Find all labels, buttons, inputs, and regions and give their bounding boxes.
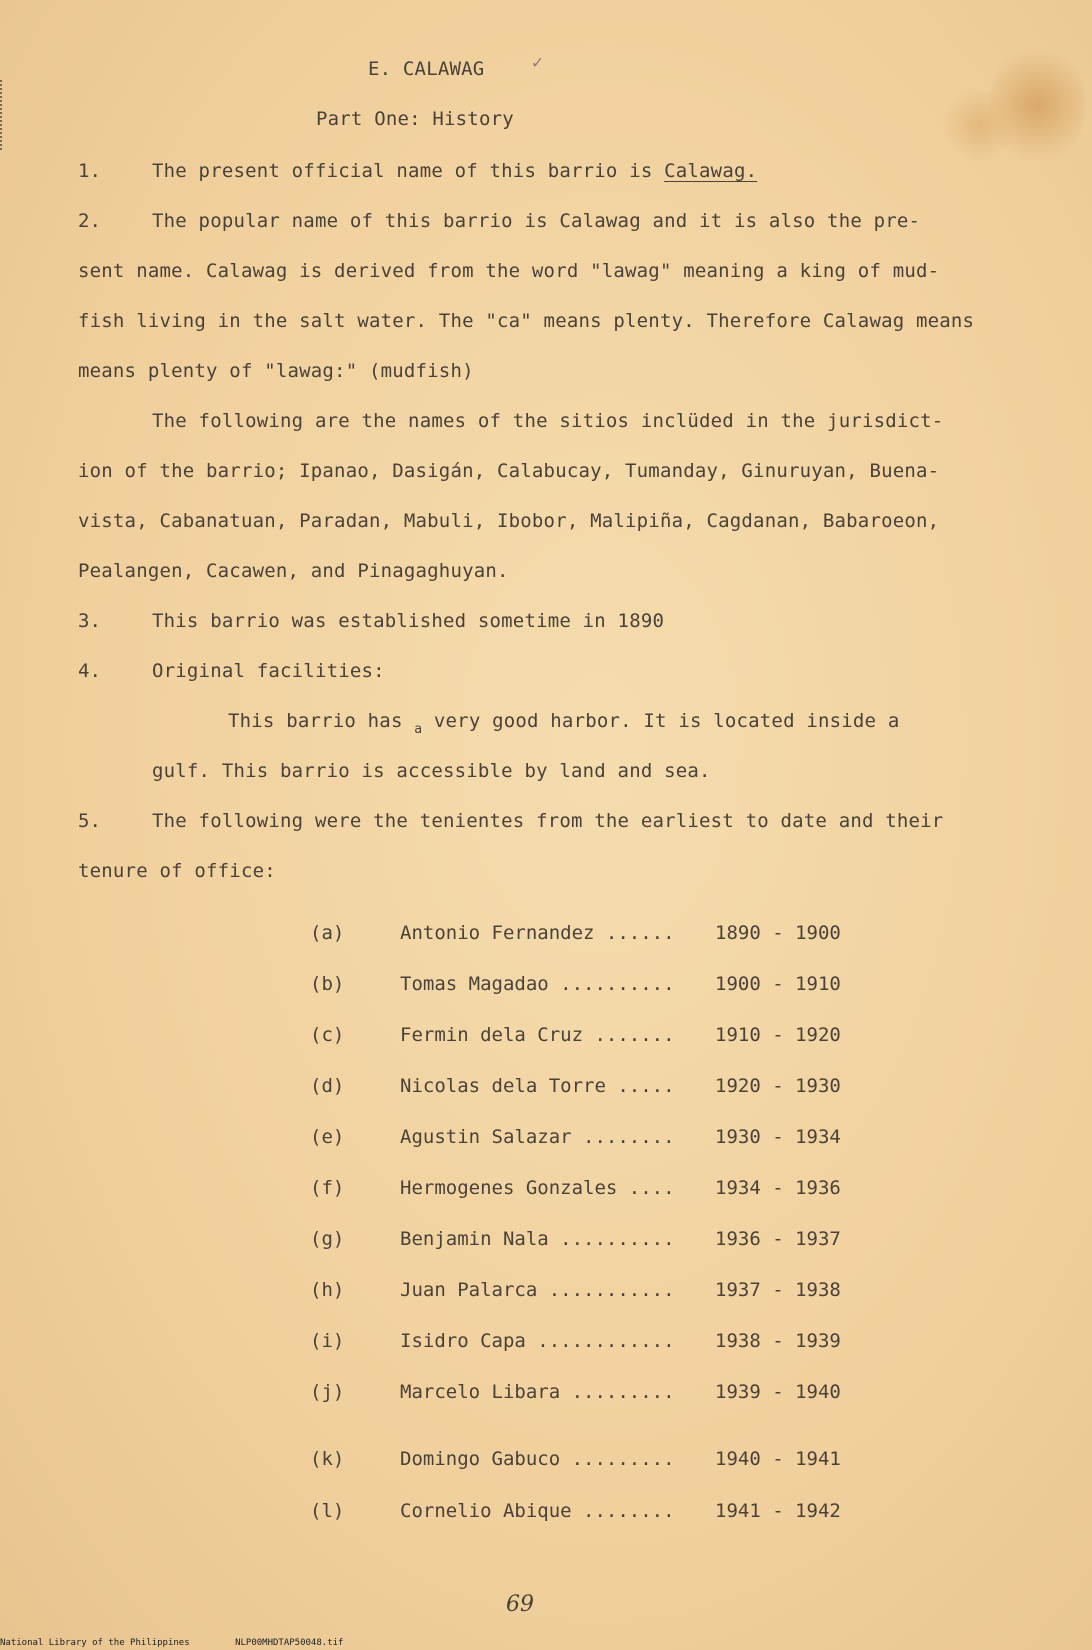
teniente-term: 1936 - 1937	[715, 1228, 841, 1250]
teniente-name: Cornelio Abique ........	[400, 1500, 675, 1522]
scan-footer	[0, 1638, 383, 1648]
paragraph-line	[228, 710, 900, 737]
paragraph-line: gulf. This barrio is accessible by land and sea.	[152, 760, 711, 782]
item-letter: (j)	[310, 1381, 345, 1403]
official-name-text: The present official name of this barrio is	[152, 160, 653, 182]
paragraph-line	[152, 160, 757, 182]
paragraph-line: The popular name of this barrio is Calawag and it is also the pre-	[152, 210, 921, 232]
facilities-text: This barrio has	[228, 710, 403, 732]
paragraph-line: The following were the tenientes from the earliest to date and their	[152, 810, 944, 832]
paragraph-line: The following are the names of the sitios inclüded in the jurisdict-	[152, 410, 944, 432]
item-number: 2.	[78, 210, 101, 232]
list-item	[310, 973, 841, 995]
teniente-term: 1934 - 1936	[715, 1177, 841, 1199]
list-item	[310, 922, 841, 944]
list-item	[310, 1228, 841, 1250]
margin-marks	[0, 80, 5, 150]
list-item	[310, 1126, 841, 1148]
barrio-name: Calawag.	[664, 160, 758, 182]
list-item	[310, 1330, 841, 1352]
item-letter: (c)	[310, 1024, 345, 1046]
item-number: 5.	[78, 810, 101, 832]
list-item	[310, 1024, 841, 1046]
teniente-term: 1890 - 1900	[715, 922, 841, 944]
teniente-name: Nicolas dela Torre .....	[400, 1075, 675, 1097]
list-item	[310, 1448, 841, 1470]
teniente-term: 1910 - 1920	[715, 1024, 841, 1046]
paragraph-line: means plenty of "lawag:" (mudfish)	[78, 360, 474, 382]
teniente-name: Juan Palarca ...........	[400, 1279, 675, 1301]
paragraph-line: fish living in the salt water. The "ca" means plenty. Therefore Calawag means	[78, 310, 975, 332]
teniente-name: Isidro Capa ............	[400, 1330, 675, 1352]
list-item	[310, 1075, 841, 1097]
facilities-text: very good harbor. It is located inside a	[433, 710, 900, 732]
document-title: E. CALAWAG	[368, 58, 485, 80]
footer-filename: NLP00MHDTAP50048.tif	[235, 1638, 344, 1648]
item-letter: (e)	[310, 1126, 345, 1148]
teniente-term: 1941 - 1942	[715, 1500, 841, 1522]
item-letter: (g)	[310, 1228, 345, 1250]
item-number: 3.	[78, 610, 101, 632]
teniente-name: Fermin dela Cruz .......	[400, 1024, 675, 1046]
paragraph-line: ion of the barrio; Ipanao, Dasigán, Calabucay, Tumanday, Ginuruyan, Buena-	[78, 460, 940, 482]
list-item	[310, 1279, 841, 1301]
teniente-term: 1920 - 1930	[715, 1075, 841, 1097]
teniente-name: Hermogenes Gonzales ....	[400, 1177, 675, 1199]
paragraph-line: Original facilities:	[152, 660, 385, 682]
item-letter: (a)	[310, 922, 345, 944]
paragraph-line: vista, Cabanatuan, Paradan, Mabuli, Ibobor, Malipiña, Cagdanan, Babaroeon,	[78, 510, 940, 532]
teniente-name: Antonio Fernandez ......	[400, 922, 675, 944]
paragraph-line: This barrio was established sometime in 1890	[152, 610, 665, 632]
item-letter: (k)	[310, 1448, 345, 1470]
teniente-term: 1930 - 1934	[715, 1126, 841, 1148]
item-number: 1.	[78, 160, 101, 182]
item-letter: (h)	[310, 1279, 345, 1301]
item-letter: (i)	[310, 1330, 345, 1352]
teniente-term: 1937 - 1938	[715, 1279, 841, 1301]
teniente-name: Marcelo Libara .........	[400, 1381, 675, 1403]
teniente-term: 1940 - 1941	[715, 1448, 841, 1470]
item-number: 4.	[78, 660, 101, 682]
footer-library: National Library of the Philippines	[0, 1638, 190, 1648]
stain-right	[940, 90, 1020, 160]
section-heading: Part One: History	[316, 108, 514, 130]
teniente-term: 1900 - 1910	[715, 973, 841, 995]
check-mark-icon: ✓	[532, 52, 543, 73]
item-letter: (l)	[310, 1500, 345, 1522]
list-item	[310, 1381, 841, 1403]
teniente-term: 1938 - 1939	[715, 1330, 841, 1352]
teniente-name: Tomas Magadao ..........	[400, 973, 675, 995]
page-number: 69	[506, 1592, 534, 1617]
paragraph-line: Pealangen, Cacawen, and Pinagaghuyan.	[78, 560, 509, 582]
teniente-name: Domingo Gabuco .........	[400, 1448, 675, 1470]
teniente-name: Agustin Salazar ........	[400, 1126, 675, 1148]
item-letter: (d)	[310, 1075, 345, 1097]
inserted-letter: a	[414, 722, 423, 737]
item-letter: (f)	[310, 1177, 345, 1199]
list-item	[310, 1500, 841, 1522]
paragraph-line: sent name. Calawag is derived from the word "lawag" meaning a king of mud-	[78, 260, 940, 282]
teniente-name: Benjamin Nala ..........	[400, 1228, 675, 1250]
item-letter: (b)	[310, 973, 345, 995]
teniente-term: 1939 - 1940	[715, 1381, 841, 1403]
paragraph-line: tenure of office:	[78, 860, 276, 882]
list-item	[310, 1177, 841, 1199]
